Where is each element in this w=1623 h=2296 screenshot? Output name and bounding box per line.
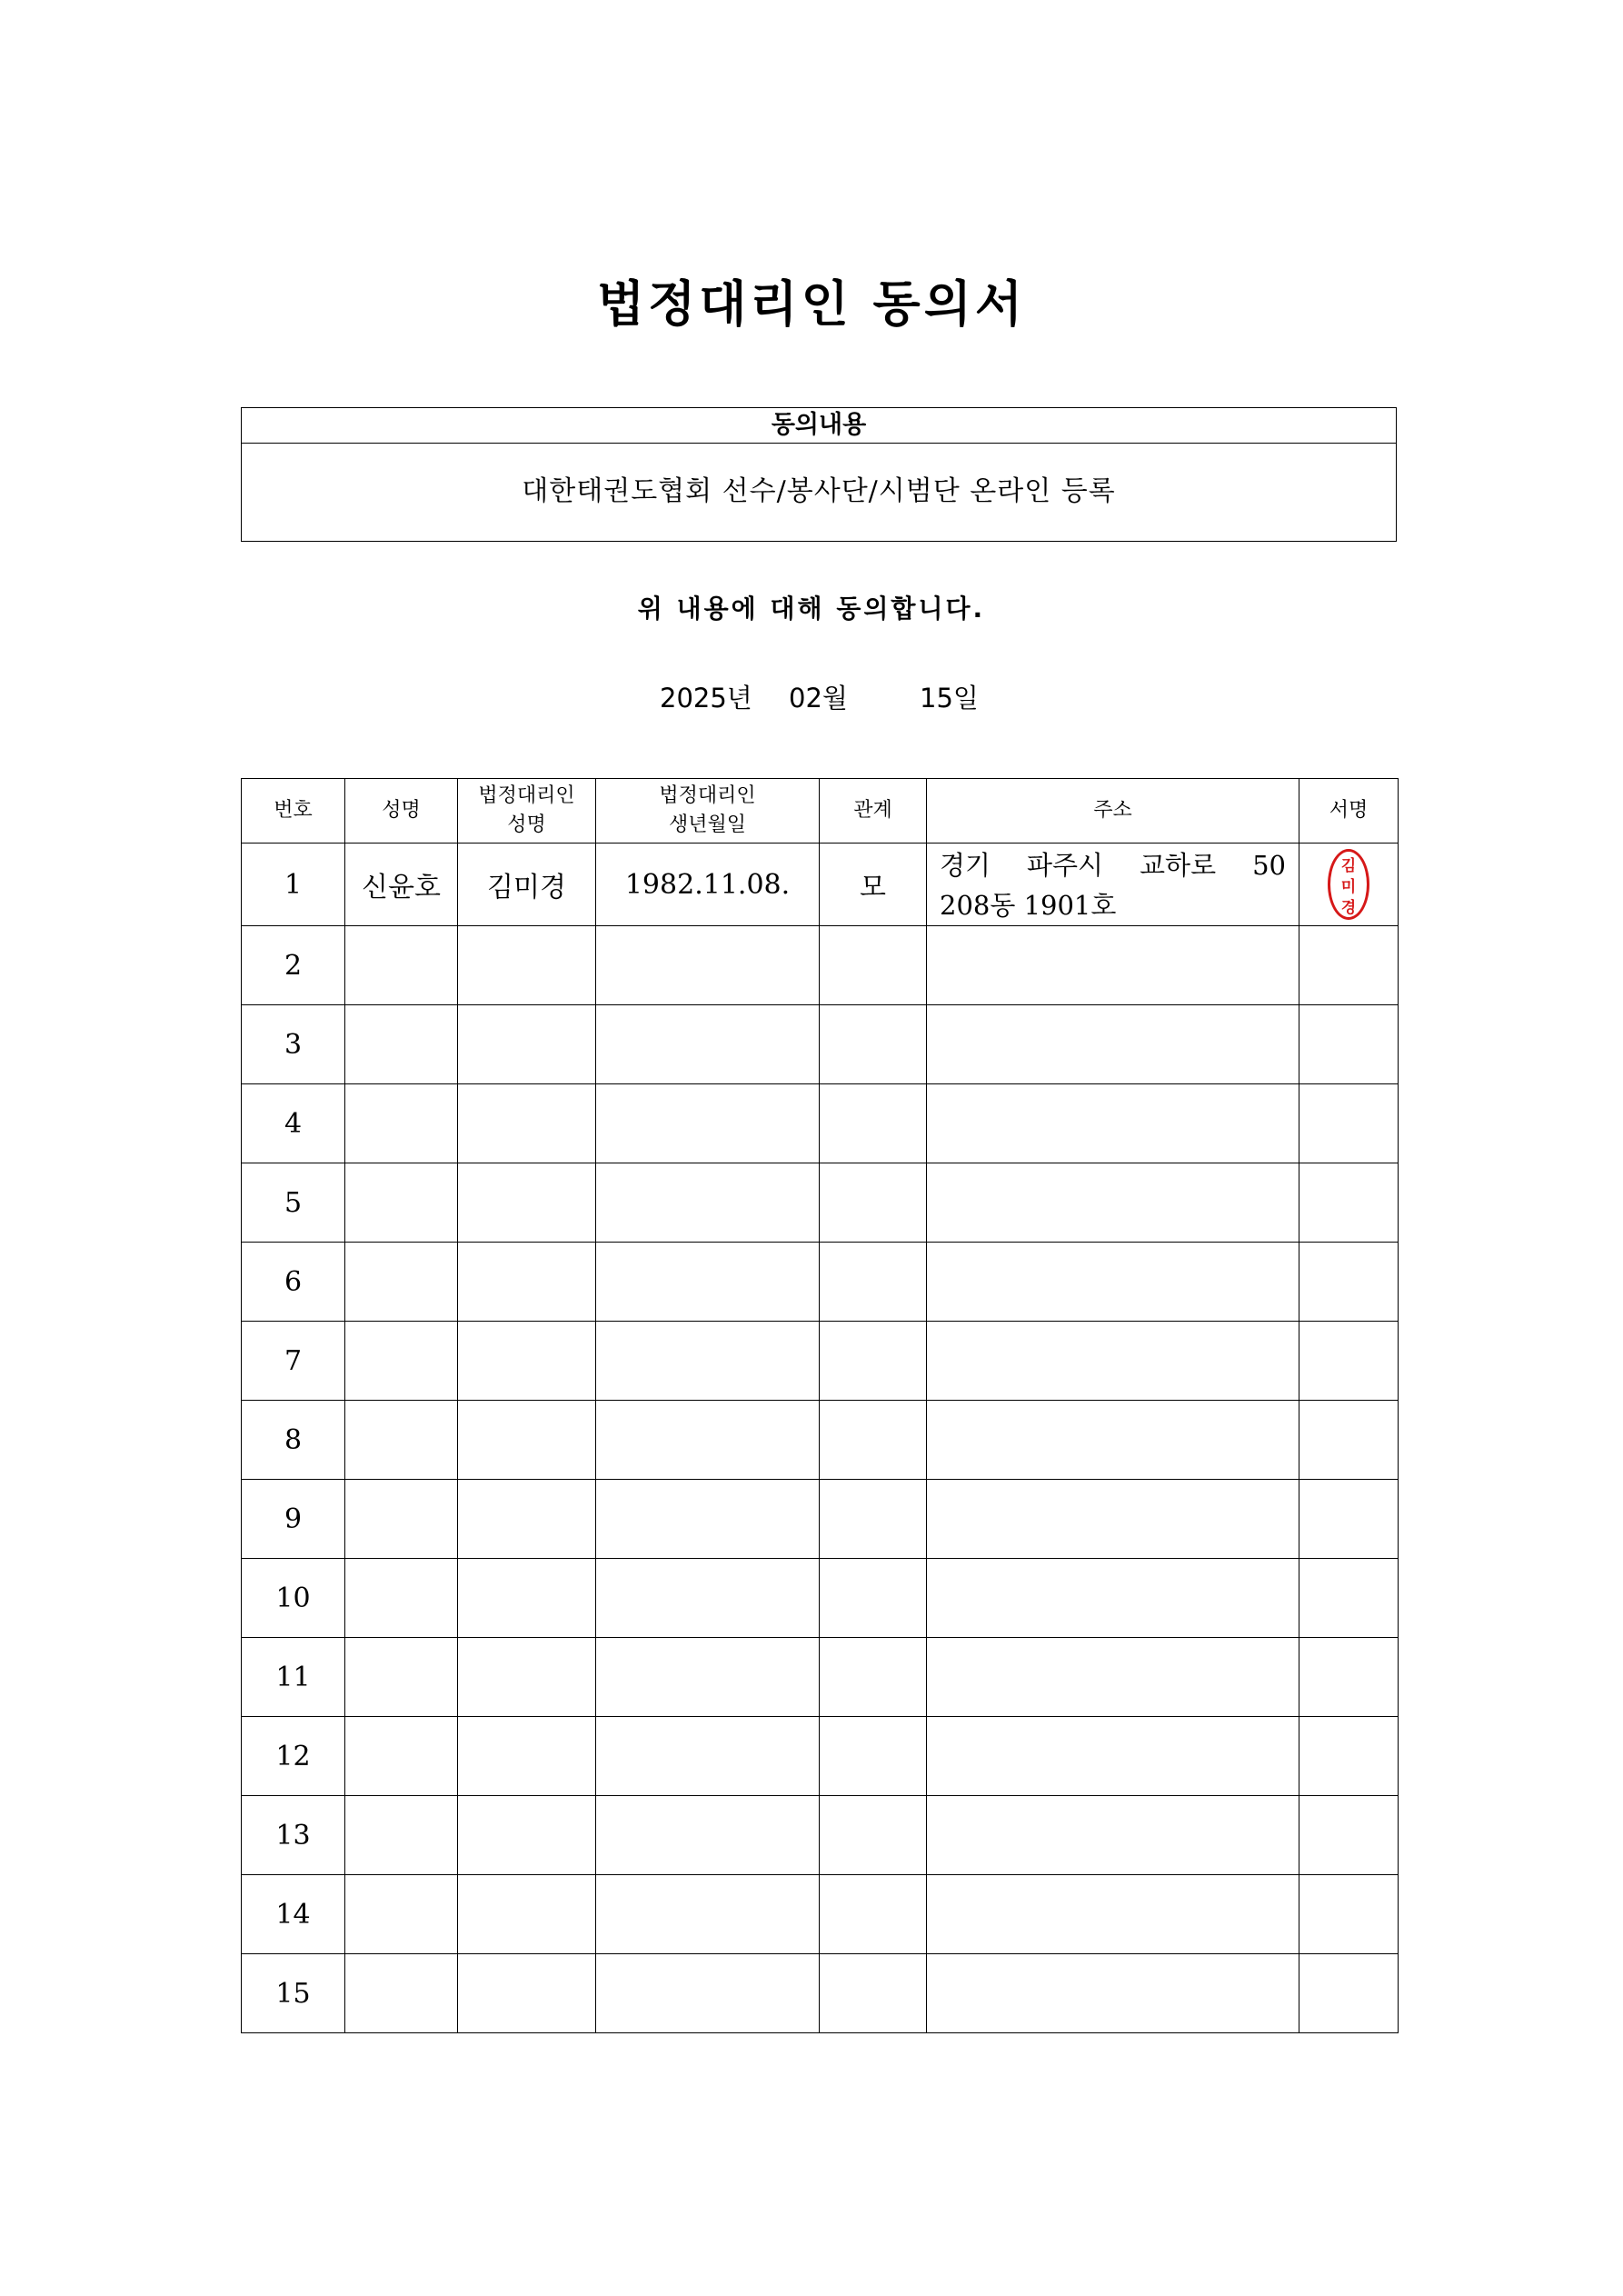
cell-guardian-name xyxy=(458,1717,596,1796)
header-name: 성명 xyxy=(345,779,458,844)
cell-name xyxy=(345,1084,458,1163)
cell-name xyxy=(345,1322,458,1401)
table-row xyxy=(242,1875,1399,1954)
table-row xyxy=(242,1084,1399,1163)
header-relation: 관계 xyxy=(820,779,927,844)
cell-relation xyxy=(820,1796,927,1875)
cell-no: 8 xyxy=(242,1401,345,1480)
cell-name xyxy=(345,1954,458,2033)
table-header-row xyxy=(242,779,1399,844)
cell-guardian-name xyxy=(458,1163,596,1243)
cell-guardian-birth xyxy=(596,1796,820,1875)
cell-name xyxy=(345,1005,458,1084)
cell-address xyxy=(927,1559,1299,1638)
address-line1 xyxy=(940,845,1286,885)
cell-signature xyxy=(1299,1163,1399,1243)
header-guardian-birth-line1: 법정대리인 xyxy=(659,784,756,807)
cell-guardian-name xyxy=(458,1084,596,1163)
cell-address xyxy=(927,1638,1299,1717)
date-month: 02월 xyxy=(789,683,848,714)
cell-no: 4 xyxy=(242,1084,345,1163)
address-part: 50 xyxy=(1252,850,1286,881)
table-row xyxy=(242,1796,1399,1875)
address-line2: 208동 1901호 xyxy=(940,890,1117,921)
cell-name xyxy=(345,926,458,1005)
cell-address xyxy=(927,1480,1299,1559)
table-row xyxy=(242,1005,1399,1084)
header-address: 주소 xyxy=(927,779,1299,844)
cell-guardian-birth xyxy=(596,1480,820,1559)
cell-name: 신윤호 xyxy=(345,844,458,926)
cell-name xyxy=(345,1401,458,1480)
cell-guardian-birth xyxy=(596,1954,820,2033)
cell-name xyxy=(345,1243,458,1322)
header-guardian-name-line1: 법정대리인 xyxy=(478,784,575,807)
cell-signature xyxy=(1299,1638,1399,1717)
table-row xyxy=(242,1638,1399,1717)
table-row xyxy=(242,926,1399,1005)
cell-guardian-name xyxy=(458,1559,596,1638)
cell-guardian-name xyxy=(458,1322,596,1401)
header-guardian-birth-line2: 생년월일 xyxy=(668,814,746,836)
guardian-roster-table xyxy=(241,778,1399,2033)
cell-name xyxy=(345,1638,458,1717)
cell-address xyxy=(927,1954,1299,2033)
cell-guardian-name xyxy=(458,1796,596,1875)
cell-guardian-birth xyxy=(596,1084,820,1163)
address-part: 경기 xyxy=(940,850,991,881)
cell-signature xyxy=(1299,1480,1399,1559)
cell-no: 5 xyxy=(242,1163,345,1243)
cell-signature xyxy=(1299,1559,1399,1638)
cell-name xyxy=(345,1559,458,1638)
cell-address xyxy=(927,1243,1299,1322)
cell-relation xyxy=(820,1005,927,1084)
cell-signature xyxy=(1299,1084,1399,1163)
header-signature: 서명 xyxy=(1299,779,1399,844)
cell-no: 12 xyxy=(242,1717,345,1796)
cell-relation: 모 xyxy=(820,844,927,926)
cell-guardian-birth xyxy=(596,1243,820,1322)
cell-address xyxy=(927,926,1299,1005)
table-row xyxy=(242,1480,1399,1559)
cell-signature xyxy=(1299,1243,1399,1322)
cell-address xyxy=(927,1084,1299,1163)
cell-address xyxy=(927,1796,1299,1875)
cell-signature xyxy=(1299,1954,1399,2033)
cell-no: 9 xyxy=(242,1480,345,1559)
cell-signature xyxy=(1299,1875,1399,1954)
cell-guardian-birth xyxy=(596,1717,820,1796)
cell-guardian-name xyxy=(458,1401,596,1480)
cell-signature xyxy=(1299,926,1399,1005)
cell-name xyxy=(345,1163,458,1243)
header-guardian-birth xyxy=(596,779,820,844)
table-row xyxy=(242,1322,1399,1401)
cell-no: 6 xyxy=(242,1243,345,1322)
cell-address xyxy=(927,1163,1299,1243)
cell-name xyxy=(345,1717,458,1796)
consent-content: 대한태권도협회 선수/봉사단/시범단 온라인 등록 xyxy=(522,475,1116,507)
date-year: 2025년 xyxy=(660,683,752,714)
cell-relation xyxy=(820,1954,927,2033)
cell-address xyxy=(927,1005,1299,1084)
cell-signature xyxy=(1299,1005,1399,1084)
consent-header: 동의내용 xyxy=(242,408,1396,444)
cell-guardian-birth xyxy=(596,1005,820,1084)
date-day: 15일 xyxy=(920,683,979,714)
cell-signature xyxy=(1299,1717,1399,1796)
cell-guardian-name xyxy=(458,1875,596,1954)
cell-guardian-birth xyxy=(596,1401,820,1480)
cell-guardian-name xyxy=(458,1638,596,1717)
cell-relation xyxy=(820,1084,927,1163)
cell-signature xyxy=(1299,1796,1399,1875)
cell-guardian-birth xyxy=(596,1163,820,1243)
cell-guardian-birth xyxy=(596,1875,820,1954)
table-row xyxy=(242,1163,1399,1243)
cell-address xyxy=(927,1717,1299,1796)
consent-box xyxy=(241,407,1397,542)
cell-no: 10 xyxy=(242,1559,345,1638)
cell-address xyxy=(927,1401,1299,1480)
table-row xyxy=(242,1717,1399,1796)
cell-guardian-name xyxy=(458,1005,596,1084)
cell-no: 13 xyxy=(242,1796,345,1875)
table-row xyxy=(242,1243,1399,1322)
cell-no: 11 xyxy=(242,1638,345,1717)
cell-guardian-birth: 1982.11.08. xyxy=(596,844,820,926)
cell-signature xyxy=(1299,844,1399,926)
header-guardian-name xyxy=(458,779,596,844)
cell-no: 15 xyxy=(242,1954,345,2033)
cell-no: 1 xyxy=(242,844,345,926)
cell-name xyxy=(345,1480,458,1559)
cell-address xyxy=(927,844,1299,926)
table-row xyxy=(242,844,1399,926)
cell-guardian-name xyxy=(458,926,596,1005)
cell-no: 2 xyxy=(242,926,345,1005)
cell-guardian-birth xyxy=(596,1322,820,1401)
address-part: 파주시 xyxy=(1027,850,1104,881)
table-row xyxy=(242,1954,1399,2033)
cell-guardian-name: 김미경 xyxy=(458,844,596,926)
cell-guardian-birth xyxy=(596,1638,820,1717)
cell-guardian-name xyxy=(458,1954,596,2033)
cell-relation xyxy=(820,1480,927,1559)
cell-relation xyxy=(820,1163,927,1243)
cell-relation xyxy=(820,1638,927,1717)
cell-signature xyxy=(1299,1401,1399,1480)
cell-signature xyxy=(1299,1322,1399,1401)
cell-guardian-name xyxy=(458,1480,596,1559)
header-no: 번호 xyxy=(242,779,345,844)
cell-guardian-name xyxy=(458,1243,596,1322)
cell-no: 3 xyxy=(242,1005,345,1084)
cell-address xyxy=(927,1875,1299,1954)
table-row xyxy=(242,1401,1399,1480)
cell-guardian-birth xyxy=(596,926,820,1005)
header-guardian-name-line2: 성명 xyxy=(507,814,546,836)
table-row xyxy=(242,1559,1399,1638)
cell-guardian-birth xyxy=(596,1559,820,1638)
cell-relation xyxy=(820,1717,927,1796)
cell-address xyxy=(927,1322,1299,1401)
cell-relation xyxy=(820,1322,927,1401)
cell-relation xyxy=(820,1401,927,1480)
cell-relation xyxy=(820,1875,927,1954)
agreement-statement: 위 내용에 대해 동의합니다. xyxy=(637,594,986,624)
cell-name xyxy=(345,1875,458,1954)
seal-stamp-icon: 김 미 경 xyxy=(1328,849,1369,920)
cell-relation xyxy=(820,926,927,1005)
document-title: 법정대리인 동의서 xyxy=(596,275,1027,333)
cell-no: 7 xyxy=(242,1322,345,1401)
cell-no: 14 xyxy=(242,1875,345,1954)
cell-relation xyxy=(820,1243,927,1322)
cell-relation xyxy=(820,1559,927,1638)
address-part: 교하로 xyxy=(1140,850,1217,881)
cell-name xyxy=(345,1796,458,1875)
